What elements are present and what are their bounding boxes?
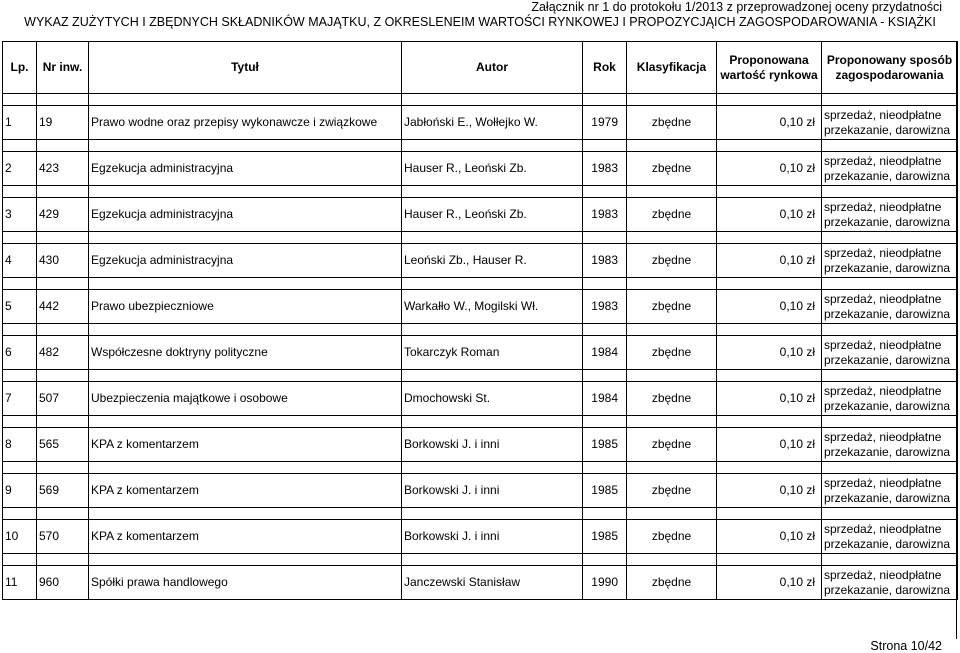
- cell-rok: 1983: [583, 244, 627, 278]
- cell-autor: Borkowski J. i inni: [402, 474, 583, 508]
- spacer-cell: [402, 462, 583, 474]
- spacer-cell: [37, 554, 89, 566]
- row-spacer: [3, 554, 958, 566]
- spacer-cell: [627, 94, 717, 106]
- spacer-cell: [627, 324, 717, 336]
- cell-autor: Dmochowski St.: [402, 382, 583, 416]
- table-row: [3, 566, 958, 600]
- spacer-cell: [583, 140, 627, 152]
- cell-klasyfikacja: zbędne: [627, 152, 717, 186]
- cell-sposob: sprzedaż, nieodpłatne przekazanie, darowizna: [822, 474, 958, 508]
- cell-lp: 1: [3, 106, 37, 140]
- spacer-cell: [3, 554, 37, 566]
- spacer-cell: [89, 94, 402, 106]
- spacer-cell: [583, 186, 627, 198]
- table-row: [3, 290, 958, 324]
- table-row: [3, 152, 958, 186]
- spacer-cell: [627, 186, 717, 198]
- page-number: Strona 10/42: [870, 639, 942, 653]
- spacer-cell: [583, 462, 627, 474]
- spacer-cell: [3, 370, 37, 382]
- cell-tytul: Spółki prawa handlowego: [89, 566, 402, 600]
- spacer-cell: [822, 232, 958, 244]
- spacer-cell: [717, 508, 822, 520]
- spacer-cell: [89, 370, 402, 382]
- spacer-cell: [822, 324, 958, 336]
- cell-nr-inw: 570: [37, 520, 89, 554]
- cell-sposob: sprzedaż, nieodpłatne przekazanie, darowizna: [822, 152, 958, 186]
- spacer-cell: [627, 232, 717, 244]
- table-row: [3, 474, 958, 508]
- spacer-cell: [627, 370, 717, 382]
- cell-rok: 1985: [583, 474, 627, 508]
- col-header-autor: Autor: [402, 42, 583, 94]
- spacer-cell: [37, 370, 89, 382]
- cell-wartosc: 0,10 zł: [717, 290, 822, 324]
- table-row: [3, 198, 958, 232]
- cell-nr-inw: 569: [37, 474, 89, 508]
- row-spacer: [3, 370, 958, 382]
- table-row: [3, 336, 958, 370]
- spacer-cell: [37, 94, 89, 106]
- spacer-cell: [583, 278, 627, 290]
- spacer-cell: [583, 324, 627, 336]
- spacer-cell: [717, 324, 822, 336]
- spacer-cell: [89, 324, 402, 336]
- cell-klasyfikacja: zbędne: [627, 566, 717, 600]
- col-header-lp: Lp.: [3, 42, 37, 94]
- cell-rok: 1983: [583, 290, 627, 324]
- spacer-cell: [37, 508, 89, 520]
- cell-sposob: sprzedaż, nieodpłatne przekazanie, darowizna: [822, 244, 958, 278]
- spacer-cell: [37, 232, 89, 244]
- col-header-rok: Rok: [583, 42, 627, 94]
- cell-klasyfikacja: zbędne: [627, 106, 717, 140]
- spacer-cell: [89, 508, 402, 520]
- cell-autor: Jabłoński E., Wołłejko W.: [402, 106, 583, 140]
- spacer-cell: [822, 370, 958, 382]
- assets-table: [2, 41, 958, 600]
- cell-nr-inw: 19: [37, 106, 89, 140]
- cell-nr-inw: 429: [37, 198, 89, 232]
- cell-lp: 8: [3, 428, 37, 462]
- spacer-cell: [89, 416, 402, 428]
- spacer-cell: [717, 140, 822, 152]
- cell-sposob: sprzedaż, nieodpłatne przekazanie, darowizna: [822, 566, 958, 600]
- spacer-cell: [822, 278, 958, 290]
- spacer-cell: [37, 278, 89, 290]
- spacer-cell: [402, 94, 583, 106]
- spacer-cell: [3, 416, 37, 428]
- cell-wartosc: 0,10 zł: [717, 382, 822, 416]
- cell-autor: Tokarczyk Roman: [402, 336, 583, 370]
- cell-rok: 1984: [583, 336, 627, 370]
- col-header-tytul: Tytuł: [89, 42, 402, 94]
- spacer-cell: [37, 416, 89, 428]
- cell-klasyfikacja: zbędne: [627, 520, 717, 554]
- spacer-cell: [822, 508, 958, 520]
- spacer-cell: [3, 186, 37, 198]
- row-spacer: [3, 140, 958, 152]
- cell-rok: 1983: [583, 152, 627, 186]
- spacer-cell: [717, 462, 822, 474]
- cell-tytul: Egzekucja administracyjna: [89, 198, 402, 232]
- cell-tytul: Prawo ubezpieczniowe: [89, 290, 402, 324]
- spacer-cell: [627, 508, 717, 520]
- cell-rok: 1985: [583, 520, 627, 554]
- cell-wartosc: 0,10 zł: [717, 428, 822, 462]
- spacer-cell: [717, 370, 822, 382]
- cell-wartosc: 0,10 zł: [717, 474, 822, 508]
- cell-autor: Janczewski Stanisław: [402, 566, 583, 600]
- spacer-cell: [402, 416, 583, 428]
- cell-tytul: Współczesne doktryny polityczne: [89, 336, 402, 370]
- cell-sposob: sprzedaż, nieodpłatne przekazanie, darowizna: [822, 520, 958, 554]
- spacer-cell: [3, 462, 37, 474]
- col-header-wartosc: Proponowana wartość rynkowa: [717, 42, 822, 94]
- cell-lp: 2: [3, 152, 37, 186]
- cell-rok: 1979: [583, 106, 627, 140]
- spacer-cell: [402, 324, 583, 336]
- spacer-cell: [717, 416, 822, 428]
- cell-wartosc: 0,10 zł: [717, 106, 822, 140]
- table-header-row: [3, 42, 958, 94]
- cell-sposob: sprzedaż, nieodpłatne przekazanie, darowizna: [822, 290, 958, 324]
- cell-rok: 1985: [583, 428, 627, 462]
- spacer-cell: [583, 508, 627, 520]
- spacer-cell: [627, 554, 717, 566]
- cell-nr-inw: 482: [37, 336, 89, 370]
- cell-autor: Borkowski J. i inni: [402, 520, 583, 554]
- cell-nr-inw: 507: [37, 382, 89, 416]
- table-row: [3, 382, 958, 416]
- spacer-cell: [583, 554, 627, 566]
- row-spacer: [3, 508, 958, 520]
- col-header-sposob: Proponowany sposób zagospodarowania: [822, 42, 958, 94]
- cell-nr-inw: 960: [37, 566, 89, 600]
- cell-rok: 1990: [583, 566, 627, 600]
- cell-wartosc: 0,10 zł: [717, 566, 822, 600]
- spacer-cell: [3, 278, 37, 290]
- spacer-cell: [627, 140, 717, 152]
- spacer-cell: [717, 232, 822, 244]
- spacer-cell: [3, 94, 37, 106]
- spacer-cell: [627, 416, 717, 428]
- cell-klasyfikacja: zbędne: [627, 428, 717, 462]
- spacer-cell: [3, 140, 37, 152]
- table-row: [3, 106, 958, 140]
- table-right-border: [956, 41, 957, 639]
- cell-wartosc: 0,10 zł: [717, 336, 822, 370]
- spacer-cell: [627, 278, 717, 290]
- cell-tytul: KPA z komentarzem: [89, 520, 402, 554]
- document-title: WYKAZ ZUŻYTYCH I ZBĘDNYCH SKŁADNIKÓW MAJĄTKU, Z OKRESLENEIM WARTOŚCI RYNKOWEJ I PROPOZYCJĄICH ZAGOSPODAROWANIA - KSIĄŻKI: [24, 15, 936, 29]
- spacer-cell: [822, 416, 958, 428]
- row-spacer: [3, 94, 958, 106]
- spacer-cell: [583, 370, 627, 382]
- spacer-cell: [89, 554, 402, 566]
- cell-autor: Borkowski J. i inni: [402, 428, 583, 462]
- cell-nr-inw: 423: [37, 152, 89, 186]
- cell-rok: 1984: [583, 382, 627, 416]
- spacer-cell: [37, 324, 89, 336]
- cell-klasyfikacja: zbędne: [627, 382, 717, 416]
- spacer-cell: [89, 140, 402, 152]
- cell-rok: 1983: [583, 198, 627, 232]
- spacer-cell: [822, 462, 958, 474]
- spacer-cell: [402, 508, 583, 520]
- spacer-cell: [37, 186, 89, 198]
- cell-tytul: KPA z komentarzem: [89, 474, 402, 508]
- spacer-cell: [402, 278, 583, 290]
- cell-lp: 11: [3, 566, 37, 600]
- cell-lp: 6: [3, 336, 37, 370]
- cell-klasyfikacja: zbędne: [627, 198, 717, 232]
- cell-nr-inw: 430: [37, 244, 89, 278]
- cell-autor: Leoński Zb., Hauser R.: [402, 244, 583, 278]
- table-row: [3, 244, 958, 278]
- spacer-cell: [717, 278, 822, 290]
- cell-sposob: sprzedaż, nieodpłatne przekazanie, darowizna: [822, 106, 958, 140]
- spacer-cell: [37, 462, 89, 474]
- cell-sposob: sprzedaż, nieodpłatne przekazanie, darowizna: [822, 336, 958, 370]
- spacer-cell: [89, 278, 402, 290]
- spacer-cell: [89, 232, 402, 244]
- cell-wartosc: 0,10 zł: [717, 152, 822, 186]
- spacer-cell: [402, 140, 583, 152]
- cell-lp: 3: [3, 198, 37, 232]
- spacer-cell: [402, 186, 583, 198]
- spacer-cell: [37, 140, 89, 152]
- row-spacer: [3, 186, 958, 198]
- cell-wartosc: 0,10 zł: [717, 198, 822, 232]
- row-spacer: [3, 416, 958, 428]
- cell-lp: 9: [3, 474, 37, 508]
- cell-autor: Hauser R., Leoński Zb.: [402, 152, 583, 186]
- cell-klasyfikacja: zbędne: [627, 290, 717, 324]
- row-spacer: [3, 462, 958, 474]
- spacer-cell: [3, 232, 37, 244]
- cell-wartosc: 0,10 zł: [717, 244, 822, 278]
- cell-klasyfikacja: zbędne: [627, 244, 717, 278]
- spacer-cell: [583, 232, 627, 244]
- row-spacer: [3, 324, 958, 336]
- spacer-cell: [717, 94, 822, 106]
- cell-sposob: sprzedaż, nieodpłatne przekazanie, darowizna: [822, 198, 958, 232]
- row-spacer: [3, 278, 958, 290]
- spacer-cell: [583, 94, 627, 106]
- spacer-cell: [717, 186, 822, 198]
- spacer-cell: [822, 140, 958, 152]
- spacer-cell: [402, 554, 583, 566]
- cell-tytul: Prawo wodne oraz przepisy wykonawcze i związkowe: [89, 106, 402, 140]
- cell-lp: 7: [3, 382, 37, 416]
- spacer-cell: [822, 554, 958, 566]
- annex-note: Załącznik nr 1 do protokołu 1/2013 z przeprowadzonej oceny przydatności: [531, 0, 942, 14]
- cell-tytul: KPA z komentarzem: [89, 428, 402, 462]
- cell-nr-inw: 565: [37, 428, 89, 462]
- cell-nr-inw: 442: [37, 290, 89, 324]
- cell-tytul: Ubezpieczenia majątkowe i osobowe: [89, 382, 402, 416]
- spacer-cell: [583, 416, 627, 428]
- spacer-cell: [822, 94, 958, 106]
- spacer-cell: [627, 462, 717, 474]
- spacer-cell: [3, 508, 37, 520]
- spacer-cell: [89, 462, 402, 474]
- spacer-cell: [822, 186, 958, 198]
- row-spacer: [3, 232, 958, 244]
- cell-klasyfikacja: zbędne: [627, 336, 717, 370]
- cell-tytul: Egzekucja administracyjna: [89, 152, 402, 186]
- spacer-cell: [402, 370, 583, 382]
- cell-wartosc: 0,10 zł: [717, 520, 822, 554]
- cell-autor: Hauser R., Leoński Zb.: [402, 198, 583, 232]
- cell-sposob: sprzedaż, nieodpłatne przekazanie, darowizna: [822, 382, 958, 416]
- table-row: [3, 428, 958, 462]
- spacer-cell: [3, 324, 37, 336]
- spacer-cell: [89, 186, 402, 198]
- cell-autor: Warkałło W., Mogilski Wł.: [402, 290, 583, 324]
- cell-tytul: Egzekucja administracyjna: [89, 244, 402, 278]
- col-header-klasyfikacja: Klasyfikacja: [627, 42, 717, 94]
- cell-sposob: sprzedaż, nieodpłatne przekazanie, darowizna: [822, 428, 958, 462]
- table-row: [3, 520, 958, 554]
- spacer-cell: [717, 554, 822, 566]
- table-body: [3, 94, 958, 600]
- cell-lp: 5: [3, 290, 37, 324]
- cell-lp: 4: [3, 244, 37, 278]
- cell-klasyfikacja: zbędne: [627, 474, 717, 508]
- cell-lp: 10: [3, 520, 37, 554]
- spacer-cell: [402, 232, 583, 244]
- col-header-nr: Nr inw.: [37, 42, 89, 94]
